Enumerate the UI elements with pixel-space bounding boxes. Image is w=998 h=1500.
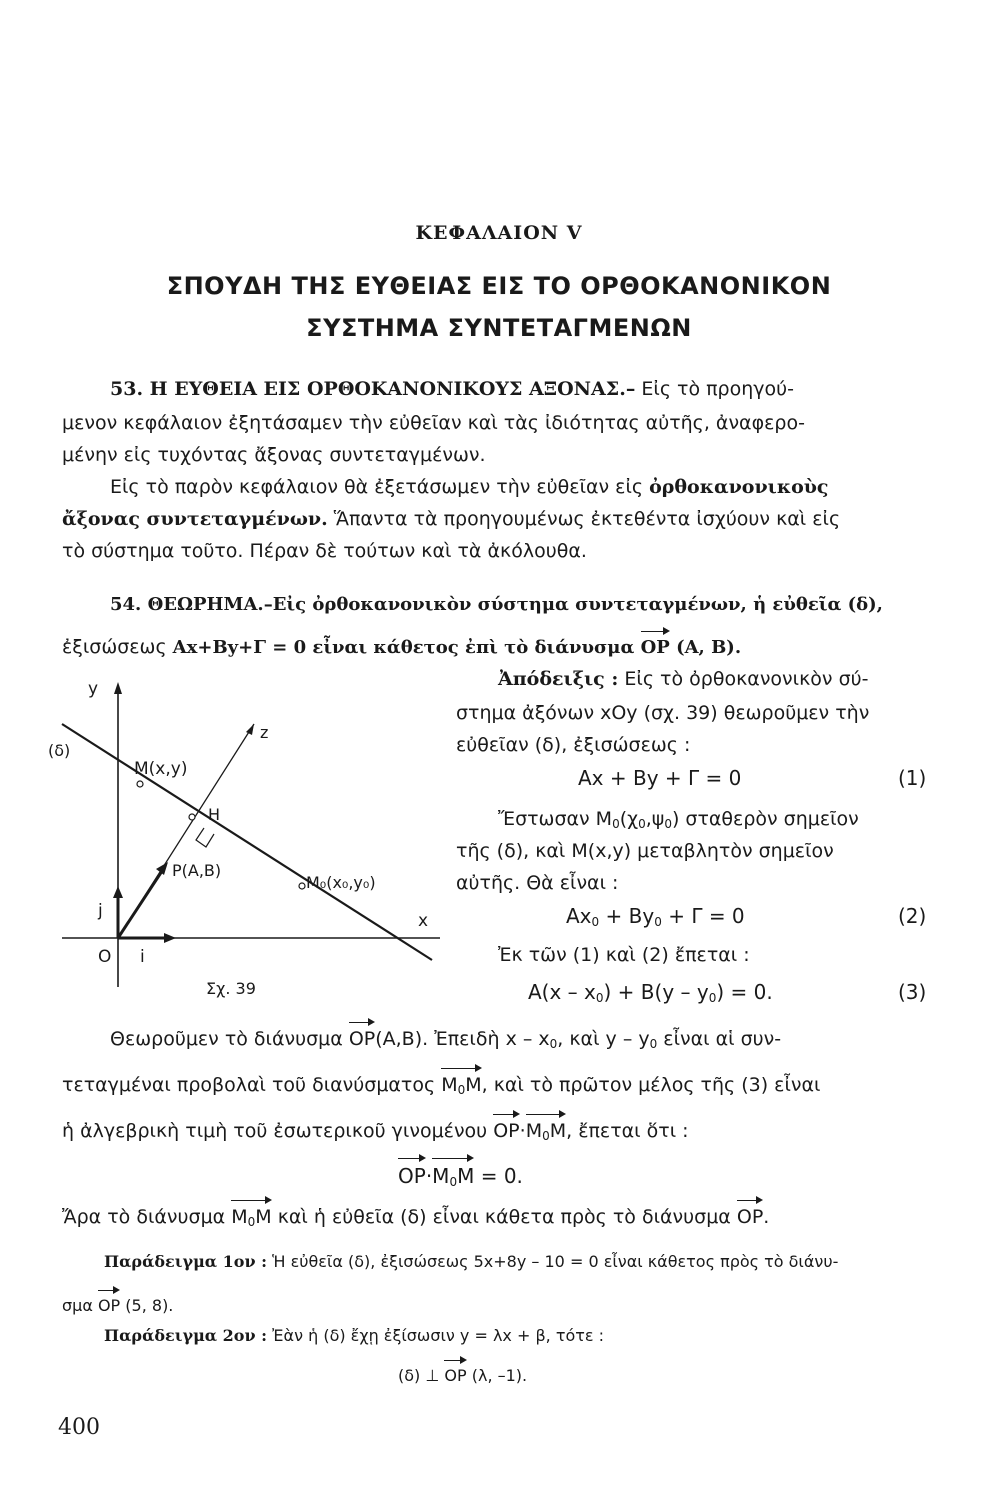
subscript: 0 — [664, 817, 672, 831]
text-span: Εἰς τὸ ὀρθοκανονικὸν σύ- — [618, 668, 869, 690]
proof-line5: τῆς (δ), καὶ M(x,y) μεταβλητὸν σημεῖον — [456, 840, 834, 862]
body-line2 — [62, 1074, 820, 1097]
figure-39 — [40, 672, 450, 1012]
bold-term: ἄξονας συντεταγμένων. — [62, 508, 328, 530]
example-2-label: Παράδειγμα 2ον : — [104, 1326, 268, 1345]
m-label: M(x,y) — [134, 759, 188, 779]
text-span: ἐξισώσεως — [62, 636, 173, 658]
equation-4 — [398, 1164, 523, 1189]
section-53-text: Εἰς τὸ προηγού- — [635, 378, 794, 400]
vector-m0m: $M_0M$ — [432, 1164, 475, 1189]
example-1-line2 — [62, 1296, 173, 1315]
text-span: σμα — [62, 1296, 98, 1315]
example-1-label: Παράδειγμα 1ον : — [104, 1252, 268, 1271]
subscript: 0 — [708, 991, 717, 1005]
vector-op-arrow-icon — [156, 862, 168, 875]
subscript: 0 — [649, 1037, 658, 1051]
vector-op: OP — [348, 1028, 376, 1050]
eq-part: ) + B(y – y — [603, 980, 709, 1004]
subscript: 0 — [595, 991, 604, 1005]
x-label: x — [418, 911, 429, 931]
text-span: Ἔστωσαν M — [498, 808, 613, 830]
m0-label: M₀(x₀,y₀) — [306, 873, 376, 892]
vector-op: OP — [736, 1206, 764, 1228]
text-span: τεταγμέναι προβολαὶ τοῦ διανύσματος — [62, 1074, 442, 1096]
proof-line7: Ἐκ τῶν (1) καὶ (2) ἔπεται : — [498, 944, 750, 966]
body-line4 — [62, 1206, 769, 1229]
subscript: 0 — [654, 915, 662, 929]
vector-op: OP — [640, 637, 670, 658]
equation-3 — [528, 980, 773, 1005]
text-span: , ἔπεται ὅτι : — [566, 1120, 689, 1142]
body-line1 — [110, 1028, 781, 1051]
proof-line1 — [498, 668, 868, 690]
text-span: , καὶ y – y — [557, 1028, 650, 1050]
section-53-line1 — [110, 378, 794, 400]
eq-part: = 0. — [474, 1164, 523, 1188]
proof-line2: στημα ἀξόνων xOy (σχ. 39) θεωροῦμεν τὴν — [456, 702, 870, 724]
z-arrow-icon — [246, 724, 254, 735]
vector-op: OP — [398, 1164, 426, 1188]
j-label: j — [98, 901, 103, 921]
p-label: P(A,B) — [172, 861, 222, 880]
example-2-text: Ἐὰν ἡ (δ) ἔχῃ ἐξίσωσιν y = λx + β, τότε : — [267, 1326, 605, 1345]
section-53-line4 — [110, 476, 829, 498]
point-h — [189, 814, 195, 820]
equation-2-number: (2) — [898, 904, 927, 928]
section-53-line2: μενον κεφάλαιον ἐξητάσαμεν τὴν εὐθεῖαν καὶ τὰς ἰδιότητας αὐτῆς, ἀναφερο- — [62, 412, 805, 434]
text-span: Θεωροῦμεν τὸ διάνυσμα — [110, 1028, 349, 1050]
proof-line3: εὐθεῖαν (δ), ἐξισώσεως : — [456, 734, 691, 756]
eq-part: A(x – x — [528, 980, 596, 1004]
subscript: 0 — [549, 1037, 558, 1051]
page-number: 400 — [58, 1415, 100, 1440]
bold-term: ὀρθοκανονικοὺς — [649, 476, 829, 498]
eq-part: ) = 0. — [716, 980, 773, 1004]
vector-j-arrow-icon — [113, 886, 123, 898]
example-1-line1 — [104, 1252, 838, 1271]
right-angle-mark — [196, 828, 214, 847]
subscript: 0 — [612, 817, 620, 831]
vector-m0m: $M_0M$ — [525, 1120, 567, 1143]
point-m0 — [299, 883, 305, 889]
example-1-text: Ἡ εὐθεῖα (δ), ἐξισώσεως 5x+8y – 10 = 0 εἶναι κάθετος πρὸς τὸ διάνυ- — [267, 1252, 839, 1271]
section-54-heading: 54. ΘΕΩΡΗΜΑ.– — [110, 594, 273, 615]
figure-caption: Σχ. 39 — [206, 979, 256, 998]
vector-op: OP — [493, 1120, 520, 1142]
body-line3 — [62, 1120, 689, 1143]
vector-op-line — [118, 868, 164, 938]
dot-operator: · — [519, 1120, 526, 1142]
delta-label: (δ) — [48, 741, 71, 760]
text-span: Ἄρα τὸ διάνυσμα — [62, 1206, 232, 1228]
vector-op: OP — [444, 1366, 467, 1385]
text-span: ἡ ἀλγεβρικὴ τιμὴ τοῦ ἐσωτερικοῦ γινομένου — [62, 1120, 494, 1142]
subscript: 0 — [591, 915, 600, 929]
chapter-title-line2: ΣΥΣΤΗΜΑ ΣΥΝΤΕΤΑΓΜΕΝΩΝ — [306, 314, 692, 342]
section-53-heading: 53. Η ΕΥΘΕΙΑ ΕΙΣ ΟΡΘΟΚΑΝΟΝΙΚΟΥΣ ΑΞΟΝΑΣ.– — [110, 378, 636, 400]
subscript: 0 — [638, 817, 646, 831]
chapter-heading: ΚΕΦΑΛΑΙΟΝ V — [415, 222, 583, 244]
vector-m0m: $M_0M$ — [441, 1074, 482, 1097]
text-span: , καὶ τὸ πρῶτον μέλος τῆς (3) εἶναι — [481, 1074, 821, 1096]
text-span: ) σταθερὸν σημεῖον — [671, 808, 859, 830]
section-54-line2 — [62, 636, 741, 658]
eq-part: + Γ = 0 — [661, 904, 745, 928]
text-span: Ἅπαντα τὰ προηγουμένως ἐκτεθέντα ἰσχύουν καὶ εἰς — [327, 508, 841, 530]
vector-op: OP — [97, 1296, 121, 1315]
y-label: y — [88, 679, 99, 699]
chapter-title-line1: ΣΠΟΥΔΗ ΤΗΣ ΕΥΘΕΙΑΣ ΕΙΣ ΤΟ ΟΡΘΟΚΑΝΟΝΙΚΟΝ — [166, 272, 832, 300]
vector-m0m: $M_0M$ — [231, 1206, 272, 1229]
equation-3-number: (3) — [898, 980, 927, 1004]
theorem-text: Εἰς ὀρθοκανονικὸν σύστημα συντεταγμένων, ἡ εὐθεῖα (δ), — [272, 594, 883, 615]
o-label: O — [98, 947, 112, 967]
point-m — [137, 781, 143, 787]
example-2-equation — [398, 1366, 527, 1385]
i-label: i — [140, 947, 145, 967]
eq-part: + By — [599, 904, 655, 928]
proof-line6: αὐτῆς. Θὰ εἶναι : — [456, 872, 619, 894]
equation-2 — [566, 904, 745, 929]
section-53-line5 — [62, 508, 840, 530]
text-span: (A,B). Ἐπειδὴ x – x — [375, 1028, 550, 1050]
y-axis-arrow-icon — [114, 682, 122, 694]
section-54-line1 — [110, 594, 883, 615]
text-span: (A, B). — [669, 637, 742, 658]
proof-label: Ἀπόδειξις : — [498, 668, 619, 690]
proof-line4 — [498, 808, 859, 831]
text-span: (λ, –1). — [466, 1366, 528, 1385]
section-53-line6: τὸ σύστημα τοῦτο. Πέραν δὲ τούτων καὶ τὰ ἀκόλουθα. — [62, 540, 587, 562]
section-53-line3: μένην εἰς τυχόντας ἄξονας συντεταγμένων. — [62, 444, 486, 466]
text-span: (χ — [619, 808, 639, 830]
h-label: H — [208, 805, 221, 824]
z-label: z — [260, 723, 269, 742]
text-span: . — [763, 1206, 770, 1228]
equation-1-number: (1) — [898, 766, 927, 790]
vector-i-arrow-icon — [164, 933, 176, 943]
text-span: (δ) ⊥ — [398, 1366, 445, 1385]
text-span: ,ψ — [645, 808, 665, 830]
dot-operator: · — [425, 1164, 433, 1188]
theorem-equation: Ax+By+Γ = 0 εἶναι κάθετος ἐπὶ τὸ διάνυσμα — [172, 637, 641, 658]
text-span: εἶναι αἱ συν- — [657, 1028, 782, 1050]
eq-part: Ax — [566, 904, 592, 928]
text-span: Εἰς τὸ παρὸν κεφάλαιον θὰ ἐξετάσωμεν τὴν εὐθεῖαν εἰς — [110, 476, 650, 498]
text-span: καὶ ἡ εὐθεῖα (δ) εἶναι κάθετα πρὸς τὸ διάνυσμα — [271, 1206, 737, 1228]
text-span: (5, 8). — [120, 1296, 174, 1315]
equation-1: Ax + By + Γ = 0 — [578, 766, 742, 790]
example-2-line1 — [104, 1326, 604, 1345]
